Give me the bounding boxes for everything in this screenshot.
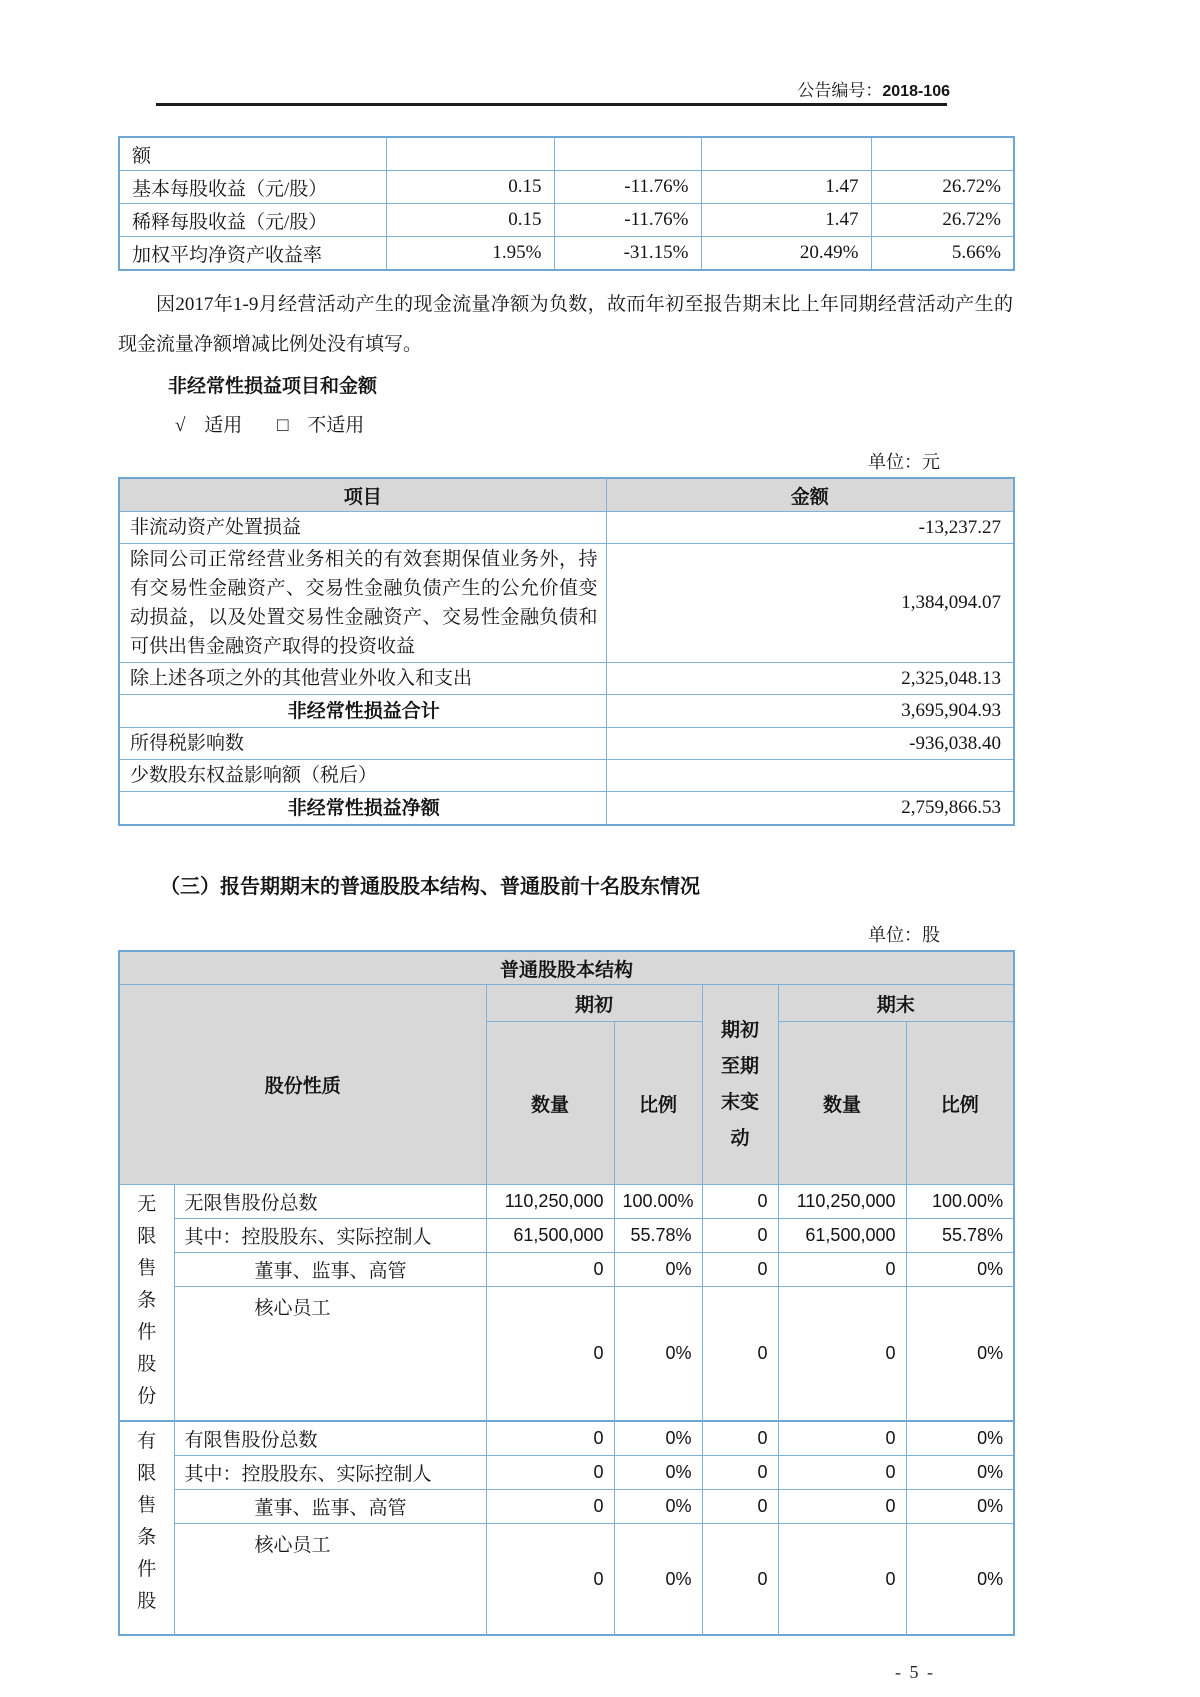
cell-value: -13,237.27 bbox=[606, 512, 1014, 544]
table-row bbox=[119, 544, 1014, 663]
table-row bbox=[119, 695, 1014, 728]
header-rule bbox=[156, 103, 947, 106]
cell-value: 3,695,904.93 bbox=[606, 695, 1014, 728]
row-label: 核心员工 bbox=[174, 1287, 486, 1422]
applicable-label: 适用 bbox=[204, 415, 243, 436]
cell-value: 5.66% bbox=[871, 237, 1014, 271]
column-header-ratio: 比例 bbox=[614, 1022, 702, 1185]
applicability-row bbox=[175, 410, 1013, 434]
check-icon: √ bbox=[175, 415, 186, 436]
column-header-change: 期初至期末变动 bbox=[702, 985, 778, 1185]
row-label: 除同公司正常经营业务相关的有效套期保值业务外，持有交易性金融资产、交易性金融负债产生的公允价值变动损益，以及处置交易性金融资产、交易性金融负债和可供出售金融资产取得的投资收益 bbox=[119, 544, 606, 663]
cell-value: -936,038.40 bbox=[606, 728, 1014, 760]
cell-value: 0 bbox=[778, 1421, 906, 1456]
cell-value: 1.47 bbox=[701, 171, 871, 204]
cell-value: 0 bbox=[702, 1253, 778, 1287]
cell-value: 1.47 bbox=[701, 204, 871, 237]
cell-value: 0 bbox=[486, 1421, 614, 1456]
cell-value: 55.78% bbox=[614, 1219, 702, 1253]
cell-value: 0.15 bbox=[386, 204, 554, 237]
row-label: 董事、监事、高管 bbox=[174, 1490, 486, 1524]
cell-value: 0% bbox=[906, 1287, 1014, 1422]
cell-value: 0% bbox=[906, 1490, 1014, 1524]
cell-value: 0% bbox=[614, 1421, 702, 1456]
cell-value: 0 bbox=[702, 1456, 778, 1490]
eps-table bbox=[118, 136, 1015, 271]
cell-value bbox=[701, 137, 871, 171]
cell-value: 0 bbox=[778, 1490, 906, 1524]
nonrecurring-table bbox=[118, 477, 1015, 826]
table-row bbox=[119, 1421, 1014, 1456]
cell-value: -31.15% bbox=[554, 237, 701, 271]
doc-number-value: 2018-106 bbox=[882, 83, 950, 100]
table-row bbox=[119, 1185, 1014, 1219]
cell-value: 0 bbox=[778, 1456, 906, 1490]
cell-value: 0 bbox=[778, 1287, 906, 1422]
cell-value: 0 bbox=[702, 1219, 778, 1253]
cell-value: 0 bbox=[486, 1490, 614, 1524]
cell-value: 0% bbox=[906, 1524, 1014, 1636]
cell-value bbox=[871, 137, 1014, 171]
cell-value: 20.49% bbox=[701, 237, 871, 271]
note-paragraph: 因2017年1-9月经营活动产生的现金流量净额为负数，故而年初至报告期末比上年同期经营活动产生的现金流量净额增减比例处没有填写。 bbox=[118, 294, 1013, 355]
group-vertical-label: 无限售条件股份 bbox=[119, 1185, 174, 1422]
cell-value: 0 bbox=[778, 1253, 906, 1287]
page-number: - 5 - bbox=[895, 1662, 935, 1682]
cell-value: 1,384,094.07 bbox=[606, 544, 1014, 663]
column-header-nature: 股份性质 bbox=[119, 985, 486, 1185]
table-row bbox=[119, 663, 1014, 695]
cell-value: 0% bbox=[614, 1253, 702, 1287]
row-label: 基本每股收益（元/股） bbox=[119, 171, 386, 204]
cell-value: 0 bbox=[702, 1287, 778, 1422]
unit-label-share: 单位：股 bbox=[868, 925, 940, 945]
doc-number-prefix: 公告编号： bbox=[797, 81, 883, 100]
column-header-amount: 金额 bbox=[606, 478, 1014, 512]
cell-value: 1.95% bbox=[386, 237, 554, 271]
not-applicable-label: 不适用 bbox=[307, 415, 365, 436]
cell-value: 0 bbox=[778, 1524, 906, 1636]
table-row bbox=[119, 137, 1014, 171]
row-label: 加权平均净资产收益率 bbox=[119, 237, 386, 271]
cell-value: 0 bbox=[486, 1253, 614, 1287]
row-label: 少数股东权益影响额（税后） bbox=[119, 760, 606, 792]
column-header-beginning: 期初 bbox=[486, 985, 702, 1022]
cell-value: 2,759,866.53 bbox=[606, 792, 1014, 826]
column-header-quantity: 数量 bbox=[778, 1022, 906, 1185]
cell-value: 0% bbox=[614, 1490, 702, 1524]
row-label: 非经常性损益净额 bbox=[119, 792, 606, 826]
cell-value: 0 bbox=[702, 1421, 778, 1456]
cell-value: 61,500,000 bbox=[486, 1219, 614, 1253]
cell-value: -11.76% bbox=[554, 204, 701, 237]
table-row bbox=[119, 204, 1014, 237]
row-label: 核心员工 bbox=[174, 1524, 486, 1636]
table-row bbox=[119, 1219, 1014, 1253]
cell-value: 0 bbox=[486, 1524, 614, 1636]
row-label: 无限售股份总数 bbox=[174, 1185, 486, 1219]
row-label: 非经常性损益合计 bbox=[119, 695, 606, 728]
cell-value: 0% bbox=[614, 1524, 702, 1636]
cell-value: 2,325,048.13 bbox=[606, 663, 1014, 695]
table-header-row bbox=[119, 985, 1014, 1022]
row-label: 其中：控股股东、实际控制人 bbox=[174, 1456, 486, 1490]
column-header-ratio: 比例 bbox=[906, 1022, 1014, 1185]
cell-value: 0.15 bbox=[386, 171, 554, 204]
row-label: 其中：控股股东、实际控制人 bbox=[174, 1219, 486, 1253]
share-structure-table bbox=[118, 950, 1015, 1636]
cell-value bbox=[554, 137, 701, 171]
cell-value: 0 bbox=[702, 1185, 778, 1219]
cell-value: 0% bbox=[906, 1253, 1014, 1287]
section-heading: （三）报告期期末的普通股股本结构、普通股前十名股东情况 bbox=[160, 876, 700, 898]
row-label: 所得税影响数 bbox=[119, 728, 606, 760]
row-label: 非流动资产处置损益 bbox=[119, 512, 606, 544]
cell-value: 0% bbox=[614, 1456, 702, 1490]
nonrecurring-heading: 非经常性损益项目和金额 bbox=[168, 376, 378, 397]
table-row bbox=[119, 728, 1014, 760]
table-header-row bbox=[119, 478, 1014, 512]
row-label: 董事、监事、高管 bbox=[174, 1253, 486, 1287]
cell-value: 26.72% bbox=[871, 204, 1014, 237]
cell-value: 100.00% bbox=[906, 1185, 1014, 1219]
cell-value: 0% bbox=[906, 1456, 1014, 1490]
table-row bbox=[119, 1490, 1014, 1524]
table-row bbox=[119, 792, 1014, 826]
cell-value: 0 bbox=[702, 1524, 778, 1636]
cell-value: 110,250,000 bbox=[486, 1185, 614, 1219]
table-row bbox=[119, 512, 1014, 544]
row-label: 除上述各项之外的其他营业外收入和支出 bbox=[119, 663, 606, 695]
cell-value: 61,500,000 bbox=[778, 1219, 906, 1253]
cell-value: 110,250,000 bbox=[778, 1185, 906, 1219]
cell-value: 26.72% bbox=[871, 171, 1014, 204]
cell-value: 55.78% bbox=[906, 1219, 1014, 1253]
cell-value: 0% bbox=[614, 1287, 702, 1422]
table-row bbox=[119, 1524, 1014, 1636]
row-label: 稀释每股收益（元/股） bbox=[119, 204, 386, 237]
table-row bbox=[119, 1287, 1014, 1422]
table-row bbox=[119, 1253, 1014, 1287]
table-title-row bbox=[119, 951, 1014, 985]
row-label: 有限售股份总数 bbox=[174, 1421, 486, 1456]
unit-label-yuan: 单位：元 bbox=[868, 452, 940, 472]
table-row bbox=[119, 1456, 1014, 1490]
column-header-ending: 期末 bbox=[778, 985, 1014, 1022]
row-label: 额 bbox=[119, 137, 386, 171]
cell-value bbox=[386, 137, 554, 171]
column-header-item: 项目 bbox=[119, 478, 606, 512]
table-row bbox=[119, 171, 1014, 204]
checkbox-icon: □ bbox=[276, 415, 289, 436]
cell-value: 0 bbox=[486, 1287, 614, 1422]
cell-value: 0 bbox=[702, 1490, 778, 1524]
cell-value: 100.00% bbox=[614, 1185, 702, 1219]
cell-value: -11.76% bbox=[554, 171, 701, 204]
table-row bbox=[119, 237, 1014, 271]
cell-value: 0 bbox=[486, 1456, 614, 1490]
group-vertical-label: 有限售条件股 bbox=[119, 1421, 174, 1635]
table-title: 普通股股本结构 bbox=[119, 951, 1014, 985]
column-header-quantity: 数量 bbox=[486, 1022, 614, 1185]
doc-number bbox=[118, 0, 1013, 98]
cell-value bbox=[606, 760, 1014, 792]
table-row bbox=[119, 760, 1014, 792]
cell-value: 0% bbox=[906, 1421, 1014, 1456]
